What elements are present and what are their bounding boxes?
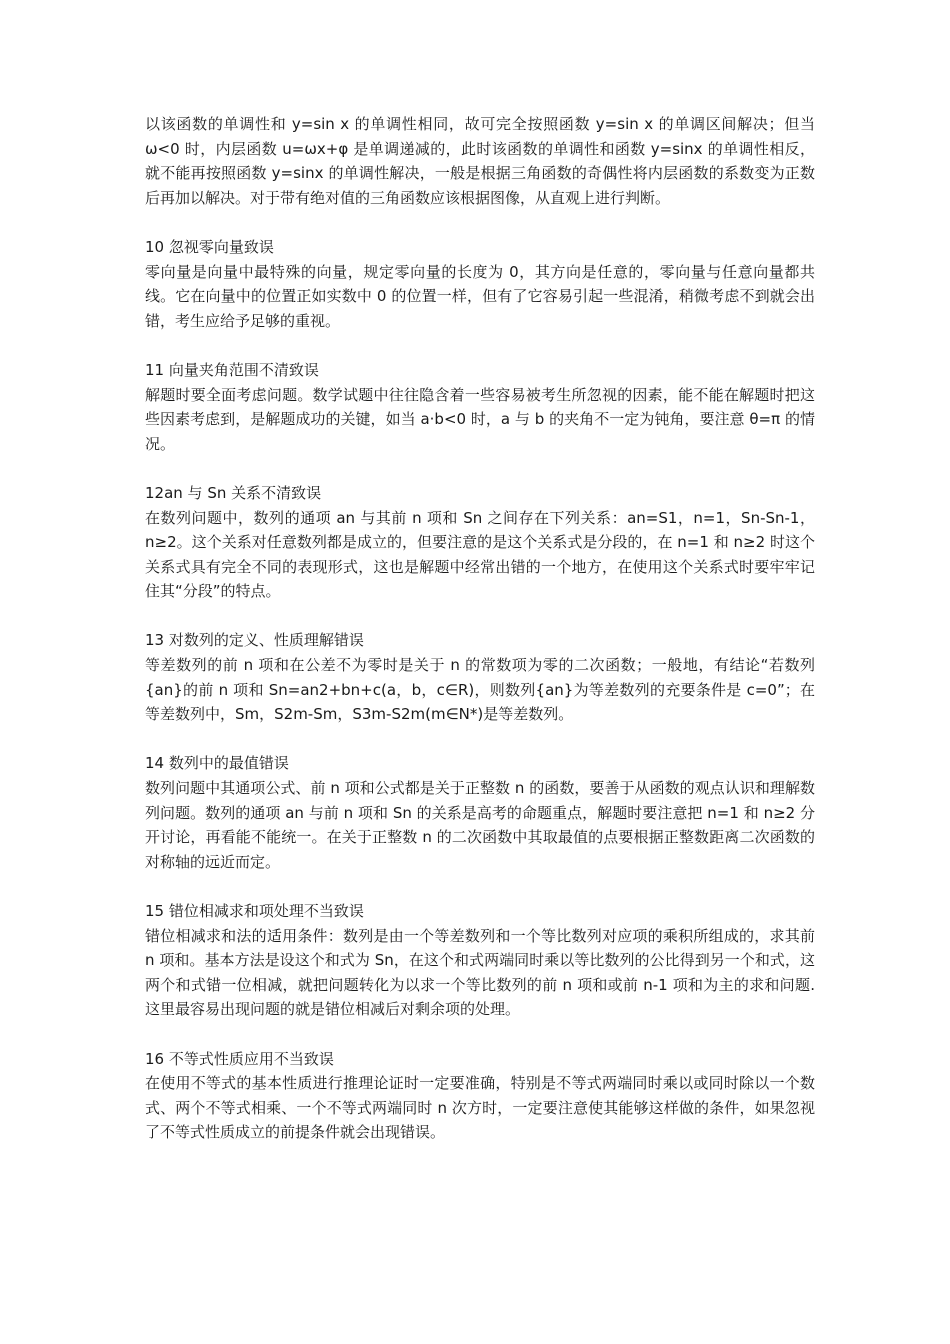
section-11 (145, 358, 815, 456)
section-title: 14 数列中的最值错误 (145, 754, 289, 773)
section-15 (145, 899, 815, 1022)
section-body: 等差数列的前 n 项和在公差不为零时是关于 n 的常数项为零的二次函数；一般地，有结论“若数列{an}的前 n 项和 Sn=an2+bn+c(a，b，c∈R)，则数列{an}为等差数列的充要条件是 c=0”；在等差数列中，Sm，S2m-Sm，S3m-S2m(m∈N*)是等差数列。 (145, 656, 815, 724)
section-title: 12an 与 Sn 关系不清致误 (145, 483, 322, 502)
section-title: 11 向量夹角范围不清致误 (145, 360, 319, 379)
section-body: 零向量是向量中最特殊的向量，规定零向量的长度为 0，其方向是任意的，零向量与任意向量都共线。它在向量中的位置正如实数中 0 的位置一样，但有了它容易引起一些混淆，稍微考虑不到就会出错，考生应给予足够的重视。 (145, 262, 815, 330)
section-14 (145, 751, 815, 874)
section-body: 数列问题中其通项公式、前 n 项和公式都是关于正整数 n 的函数，要善于从函数的观点认识和理解数列问题。数列的通项 an 与前 n 项和 Sn 的关系是高考的命题重点，解题时要注意把 n=1 和 n≥2 分开讨论，再看能不能统一。在关于正整数 n 的二次函数中其取最值的点要根据正整数距离二次函数的对称轴的远近而定。 (145, 779, 815, 871)
section-body: 在数列问题中，数列的通项 an 与其前 n 项和 Sn 之间存在下列关系：an=S1，n=1，Sn-Sn-1，n≥2。这个关系对任意数列都是成立的，但要注意的是这个关系式是分段的，在 n=1 和 n≥2 时这个关系式具有完全不同的表现形式，这也是解题中经常出错的一个地方，在使用这个关系式时要牢牢记住其“分段”的特点。 (145, 508, 815, 601)
section-body: 在使用不等式的基本性质进行推理论证时一定要准确，特别是不等式两端同时乘以或同时除以一个数式、两个不等式相乘、一个不等式两端同时 n 次方时，一定要注意使其能够这样做的条件，如果忽视了不等式性质成立的前提条件就会出现错误。 (145, 1074, 815, 1142)
section-body: 解题时要全面考虑问题。数学试题中往往隐含着一些容易被考生所忽视的因素，能不能在解题时把这些因素考虑到，是解题成功的关键，如当 a·b<0 时，a 与 b 的夹角不一定为钝角，要注意 θ=π 的情况。 (145, 385, 815, 453)
section-16 (145, 1047, 815, 1145)
section-title: 16 不等式性质应用不当致误 (145, 1049, 334, 1068)
section-title: 13 对数列的定义、性质理解错误 (145, 631, 364, 650)
intro-paragraph: 以该函数的单调性和 y=sin x 的单调性相同，故可完全按照函数 y=sin x 的单调区间解决；但当 ω<0 时，内层函数 u=ωx+φ 是单调递减的，此时该函数的单调性和函数 y=sinx 的单调性相反，就不能再按照函数 y=sinx 的单调性解决，一般是根据三角函数的奇偶性将内层函数的系数变为正数后再加以解决。对于带有绝对值的三角函数应该根据图像，从直观上进行判断。 (145, 115, 815, 207)
section-13 (145, 628, 815, 726)
section-10 (145, 235, 815, 333)
section-12 (145, 481, 815, 604)
section-title: 10 忽视零向量致误 (145, 237, 274, 256)
section-title: 15 错位相减求和项处理不当致误 (145, 902, 364, 920)
document-page (145, 112, 815, 1145)
section-body: 错位相减求和法的适用条件：数列是由一个等差数列和一个等比数列对应项的乘积所组成的，求其前 n 项和。基本方法是设这个和式为 Sn，在这个和式两端同时乘以等比数列的公比得到另一个和式，这两个和式错一位相减，就把问题转化为以求一个等比数列的前 n 项和或前 n-1 项和为主的求和问题.这里最容易出现问题的就是错位相减后对剩余项的处理。 (145, 926, 815, 1019)
